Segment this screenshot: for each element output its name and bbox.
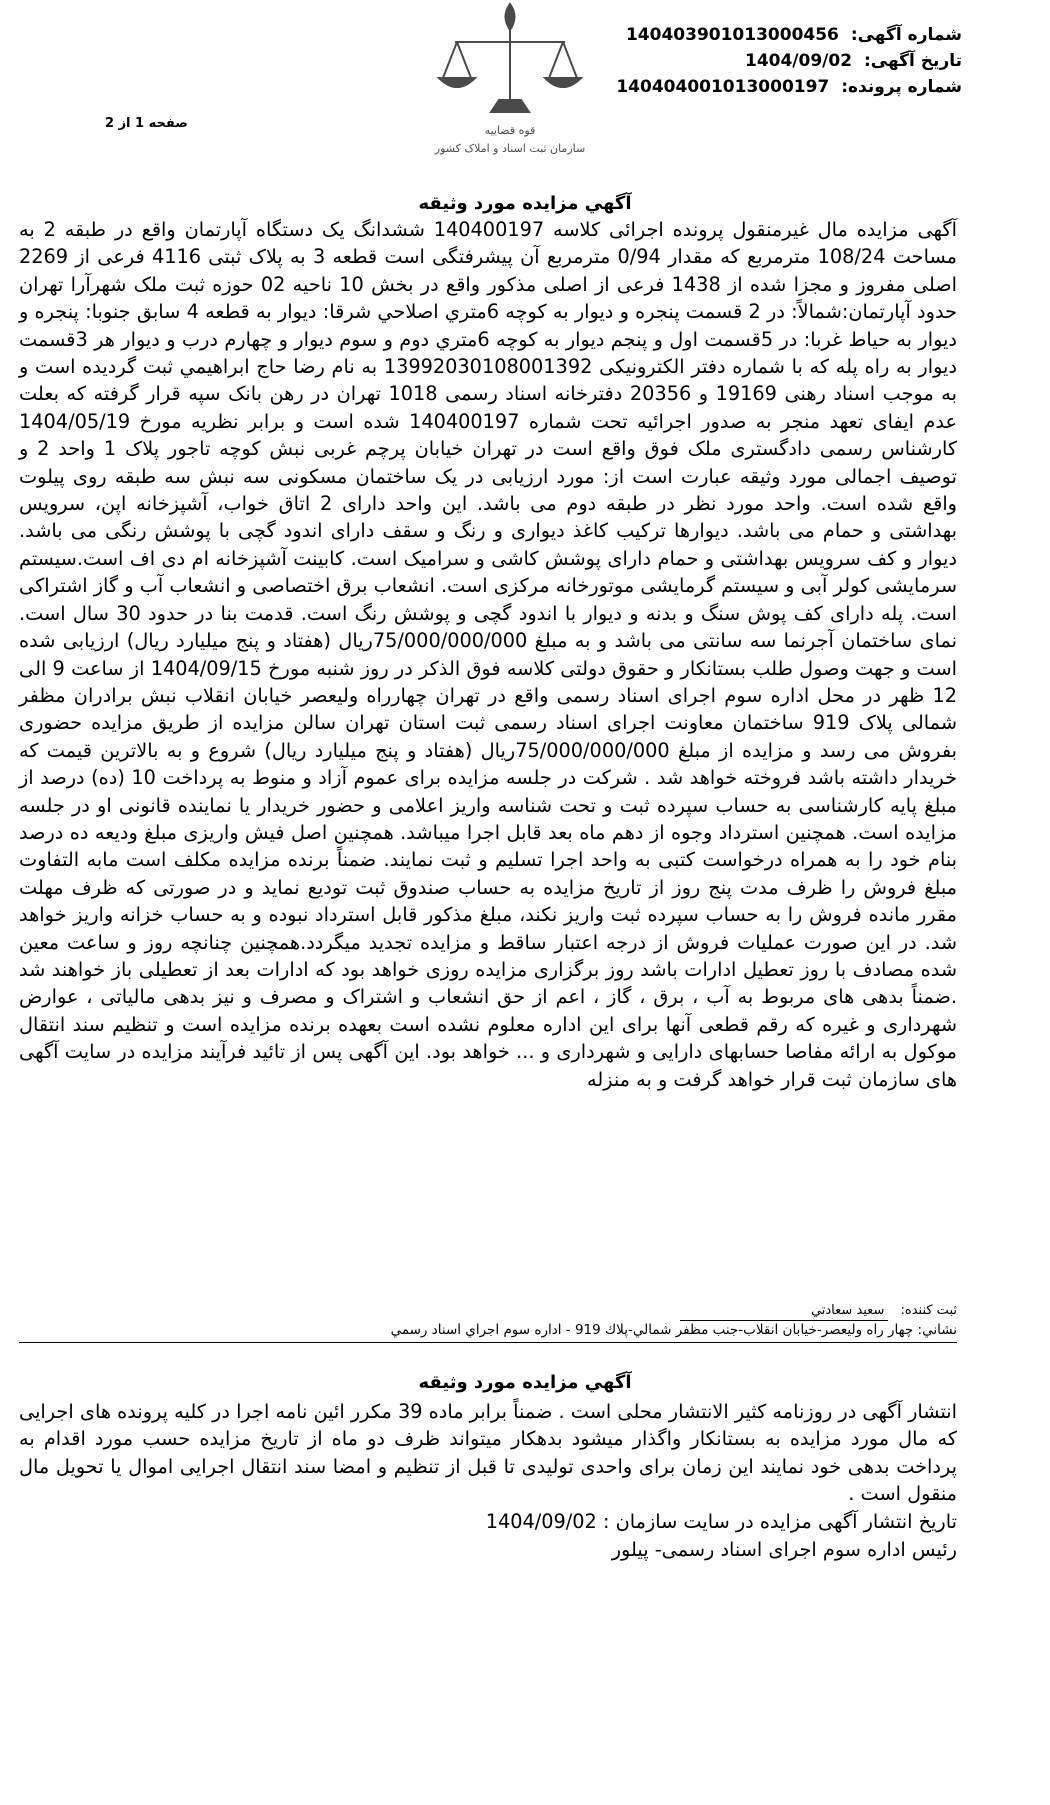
registrar-label: ثبت کننده: <box>900 1303 957 1318</box>
notice-meta <box>616 22 962 100</box>
registrar-line <box>19 1302 957 1321</box>
judiciary-emblem <box>415 0 605 160</box>
registrar-name: سعيد سعادتي <box>680 1302 888 1321</box>
notice-title: آگهي مزايده مورد وثيقه <box>418 193 632 214</box>
notice-body: آگهی مزایده مال غیرمنقول پرونده اجرائی کلاسه 140400197 ششدانگ یک دستگاه آپارتمان واقع در طبقه 2 به مساحت 108/24 مترمربع که مقدار 0/94 مترمربع آن پیشرفتگی است قطعه 3 به پلاک ثبتی 4116 فرعی از 2269 اصلی مفروز و مجزا شده از 1438 فرعی از اصلی مذکور واقع در بخش 10 ناحیه 02 حوزه ثبت ملک شهرآرا تهران حدود آپارتمان:شمالاً: در 2 قسمت پنجره و دیوار به کوچه 6متري اصلاحي شرقا: دیوار به قطعه 4 سابق جنوبا: پنجره و دیوار به حیاط غربا: در 5قسمت اول و پنجم دیوار به کوچه 6متري دوم و سوم دیوار و چهارم درب و دیوار هر 3قسمت دیوار به راه پله که با شماره دفتر الکترونیکی 13992030108001392 به نام رضا حاج ابراهیمي ثبت گردیده است و به موجب اسناد رهنی 19169 و 20356 دفترخانه اسناد رسمی 1018 تهران در رهن بانک سپه قرار گرفته که بعلت عدم ایفای تعهد منجر به صدور اجرائیه تحت شماره 140400197 شده است و برابر نظریه مورخ 1404/05/19 کارشناس رسمی دادگستری ملک فوق واقع است در تهران خیابان پرچم غربی نبش کوچه تاجور پلاک 1 واحد 2 و توصیف اجمالی مورد وثیقه عبارت است از: مورد ارزیابی در یک ساختمان مسکونی سه نبش سه طبقه روی پیلوت واقع شده است. واحد مورد نظر در طبقه دوم می باشد. این واحد دارای 2 اتاق خواب، آشپزخانه اپن، سرویس بهداشتی و حمام می باشد. دیوارها ترکیب کاغذ دیواری و رنگ و سقف دارای اندود گچی با پوشش رنگی می باشد. دیوار و کف سرویس بهداشتی و حمام دارای پوشش کاشی و سرامیک است. کابینت آشپزخانه ام دی اف است.سیستم سرمایشی کولر آبی و سیستم گرمایشی موتورخانه مرکزی است. انشعاب برق اختصاصی و انشعاب آب و گاز اشتراکی است. پله دارای کف پوش سنگ و بدنه و دیوار با اندود گچی و پوشش رنگ است. قدمت بنا در حدود 30 سال است. نمای ساختمان آجرنما سه سانتی می باشد و به مبلغ 75/000/000/000ریال (هفتاد و پنج میلیارد ریال) ارزیابی شده است و جهت وصول طلب بستانکار و حقوق دولتی کلاسه فوق الذکر در روز شنبه مورخ 1404/09/15 از ساعت 9 الی 12 ظهر در محل اداره سوم اجرای اسناد رسمی واقع در تهران چهارراه ولیعصر خیابان انقلاب نبش برادران مظفر شمالی پلاک 919 ساختمان معاونت اجرای اسناد رسمی ثبت استان تهران سالن مزایده از طریق مزایده حضوری بفروش می رسد و مزایده از مبلغ 75/000/000/000ریال (هفتاد و پنج میلیارد ریال) شروع و به بالاترین قیمت که خریدار داشته باشد فروخته خواهد شد . شرکت در جلسه مزایده برای عموم آزاد و منوط به پرداخت 10 (ده) درصد از مبلغ پایه کارشناسی به حساب سپرده ثبت و تحت شناسه واریز اعلامی و حضور خریدار یا نماینده قانونی او در جلسه مزایده است. همچنین استرداد وجوه از دهم ماه بعد قابل اجرا میباشد. همچنین اصل فیش واریزی مبلغ ودیعه ده درصد بنام خود را به همراه درخواست کتبی به واحد اجرا تسلیم و ثبت نمایند. ضمناً برنده مزایده مکلف است مابه التفاوت مبلغ فروش را ظرف مدت پنج روز از تاریخ مزایده به حساب صندوق ثبت تودیع نماید و در صورتی که ظرف مهلت مقرر مانده فروش را به حساب سپرده ثبت واریز نکند، مبلغ مذکور قابل استرداد نبوده و به حساب خزانه واریز خواهد شد. در این صورت عملیات فروش از درجه اعتبار ساقط و مزایده تجدید میگردد.همچنین چنانچه روز و ساعت معین شده مصادف با روز تعطیل ادارات باشد روز برگزاری مزایده روزی خواهد بود که ادارات بعد از تعطیلی باز خواهند شد .ضمناً بدهی های مربوط به آب ، برق ، گاز ، اعم از حق انشعاب و اشتراک و مصرف و نیز بدهی مالیاتی ، عوارض شهرداری و غیره که رقم قطعی آنها برای این اداره معلوم نشده است بعهده برنده مزایده است و تنظیم سند انتقال موکول به ارائه مفاصا حسابهای دارایی و شهرداری و ... خواهد بود. این آگهی پس از تائید فرآیند مزایده در سایت آگهی های سازمان ثبت قرار خواهد گرفت و به منزله <box>19 218 958 1091</box>
ad-number: 140403901013000456 <box>625 25 839 45</box>
file-number: 140404001013000197 <box>616 77 830 97</box>
ad-date: 1404/09/02 <box>744 51 853 71</box>
emblem-caption-1: قوه قضاییه <box>484 124 536 137</box>
signature-line: رئیس اداره سوم اجرای اسناد رسمی- پیلور <box>611 1538 957 1561</box>
notice-title-continued: آگهي مزايده مورد وثيقه <box>418 1372 632 1393</box>
ad-number-row <box>616 22 962 48</box>
ad-date-label: تاریخ آگهی: <box>863 51 962 71</box>
emblem-caption-2: سازمان ثبت اسناد و املاک کشور <box>434 142 586 155</box>
office-address: نشاني: چهار راه وليعصر-خيابان انقلاب-جنب مظفر شمالي-پلاك 919 - اداره سوم اجراي اسناد رسمي <box>19 1320 957 1343</box>
file-number-label: شماره پرونده: <box>841 77 962 97</box>
ad-number-label: شماره آگهی: <box>850 25 962 45</box>
ad-date-row <box>616 48 962 74</box>
notice-body-continued: انتشار آگهی در روزنامه کثیر الانتشار محلی است . ضمناً برابر ماده 39 مکرر ائین نامه اجرا در کلیه پرونده های اجرایی که مال مورد مزایده به بستانکار واگذار میشود بدهکار میتواند ظرف دو ماه از تاریخ مزایده حسب مورد اقدام به پرداخت بدهی خود نمایند این زمان برای واحدی تولیدی تا قبل از تنظیم و امضا سند انتقال اجرایی اموال یا تحویل مال منقول است . <box>19 1400 957 1506</box>
file-number-row <box>616 74 962 100</box>
publish-date-line: تاریخ انتشار آگهی مزایده در سایت سازمان : 1404/09/02 <box>485 1510 957 1533</box>
page-indicator: صفحه 1 از 2 <box>105 116 188 131</box>
